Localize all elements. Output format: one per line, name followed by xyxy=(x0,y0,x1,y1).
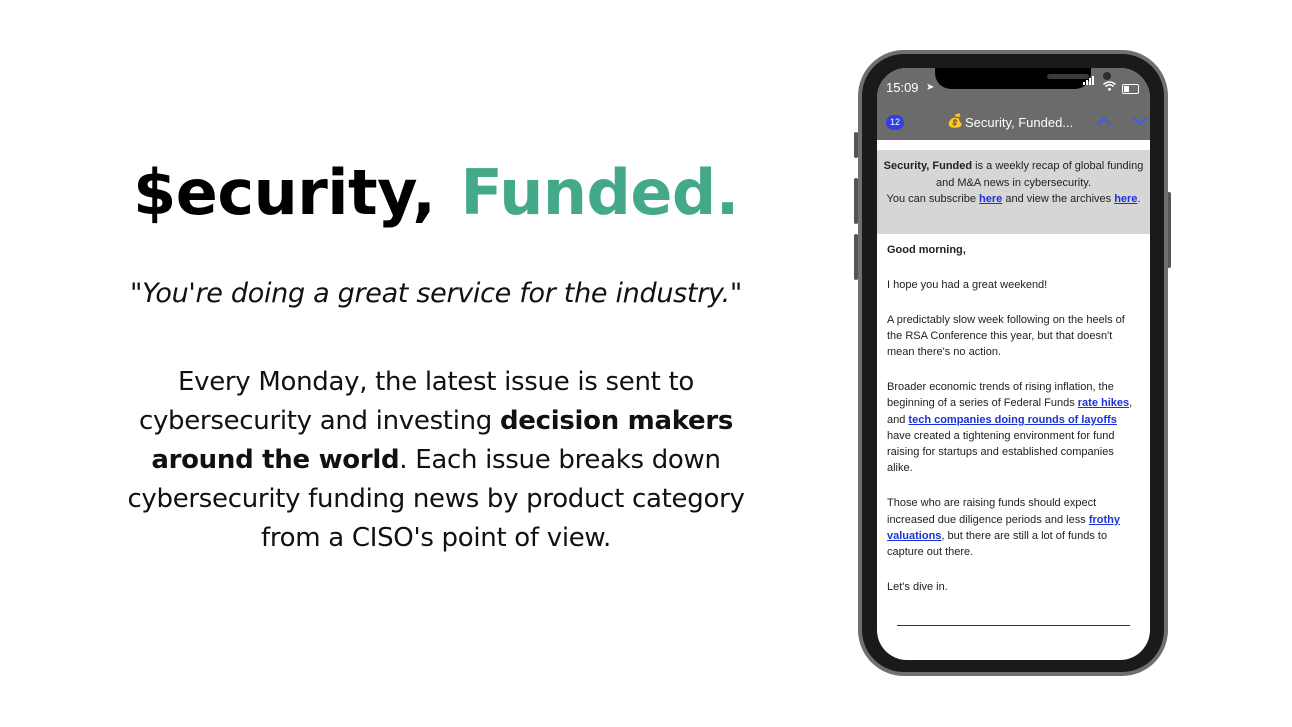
p3-text-a: Broader economic trends of rising inflation, the beginning of a series of Federal Funds xyxy=(887,380,1114,410)
header-text-3: and view the archives xyxy=(1002,193,1115,205)
newsletter-header xyxy=(877,150,1150,234)
subscribe-link[interactable]: here xyxy=(979,193,1003,205)
headline-security: $ecurity, xyxy=(133,156,436,229)
p4-text-b: , but there are still a lot of funds to capture out there. xyxy=(887,529,1108,559)
battery-icon xyxy=(1122,84,1139,94)
email-paragraph-3 xyxy=(887,379,1141,477)
wifi-icon xyxy=(1103,80,1116,94)
email-greeting: Good morning, xyxy=(887,244,966,256)
front-camera xyxy=(1103,72,1111,80)
location-arrow-icon: ➤ xyxy=(926,82,935,93)
testimonial-quote: "You're doing a great service for the industry." xyxy=(130,278,742,309)
email-paragraph-1: I hope you had a great weekend! xyxy=(887,278,1048,291)
p3-text-b: , and xyxy=(887,397,1133,426)
layoffs-link[interactable]: tech companies doing rounds of layoffs xyxy=(908,413,1117,426)
phone-screen xyxy=(877,68,1150,660)
header-text-2: You can subscribe xyxy=(886,193,980,205)
mail-toolbar xyxy=(877,106,1150,140)
header-text-1: is a weekly recap of global funding and M&A news in cybersecurity. xyxy=(935,160,1144,189)
chevron-down-icon[interactable] xyxy=(1133,111,1147,125)
unread-count-badge[interactable]: 12 xyxy=(886,115,904,130)
p3-text-c: have created a tightening environment for fund raising for startups and established companies alike. xyxy=(887,429,1115,475)
email-paragraph-5: Let's dive in. xyxy=(887,580,948,593)
description-text: Every Monday, the latest issue is sent to cybersecurity and investing xyxy=(138,367,694,436)
chevron-up-icon[interactable] xyxy=(1097,117,1111,131)
archives-link[interactable]: here xyxy=(1114,193,1138,205)
description-text-end: . Each issue breaks down cybersecurity funding news by product category from a CISO's point of view. xyxy=(127,445,745,553)
notch xyxy=(935,68,1091,89)
headline xyxy=(0,148,872,238)
headline-funded: Funded. xyxy=(460,156,739,229)
status-bar xyxy=(877,68,1150,106)
header-text-4: . xyxy=(1137,193,1141,205)
email-paragraph-2: A predictably slow week following on the heels of the RSA Conference this year, but that doesn't mean there's no action. xyxy=(887,313,1125,359)
rate-hikes-link[interactable]: rate hikes xyxy=(1077,397,1130,410)
description xyxy=(110,363,762,558)
email-body xyxy=(887,242,1141,614)
newsletter-name: Security, Funded xyxy=(883,160,973,172)
status-time: 15:09 xyxy=(886,80,919,95)
mail-subject-title: Security, Funded... xyxy=(965,115,1074,130)
speaker-grille xyxy=(1047,74,1089,79)
p4-text-a: Those who are raising funds should expect increased due diligence periods and less xyxy=(887,497,1097,526)
description-bold: decision makers around the world xyxy=(151,406,734,475)
divider-line xyxy=(897,625,1130,626)
frothy-valuations-link[interactable]: frothy valuations xyxy=(887,513,1120,542)
email-paragraph-4 xyxy=(887,495,1141,560)
money-bag-icon: 💰 xyxy=(947,114,964,129)
